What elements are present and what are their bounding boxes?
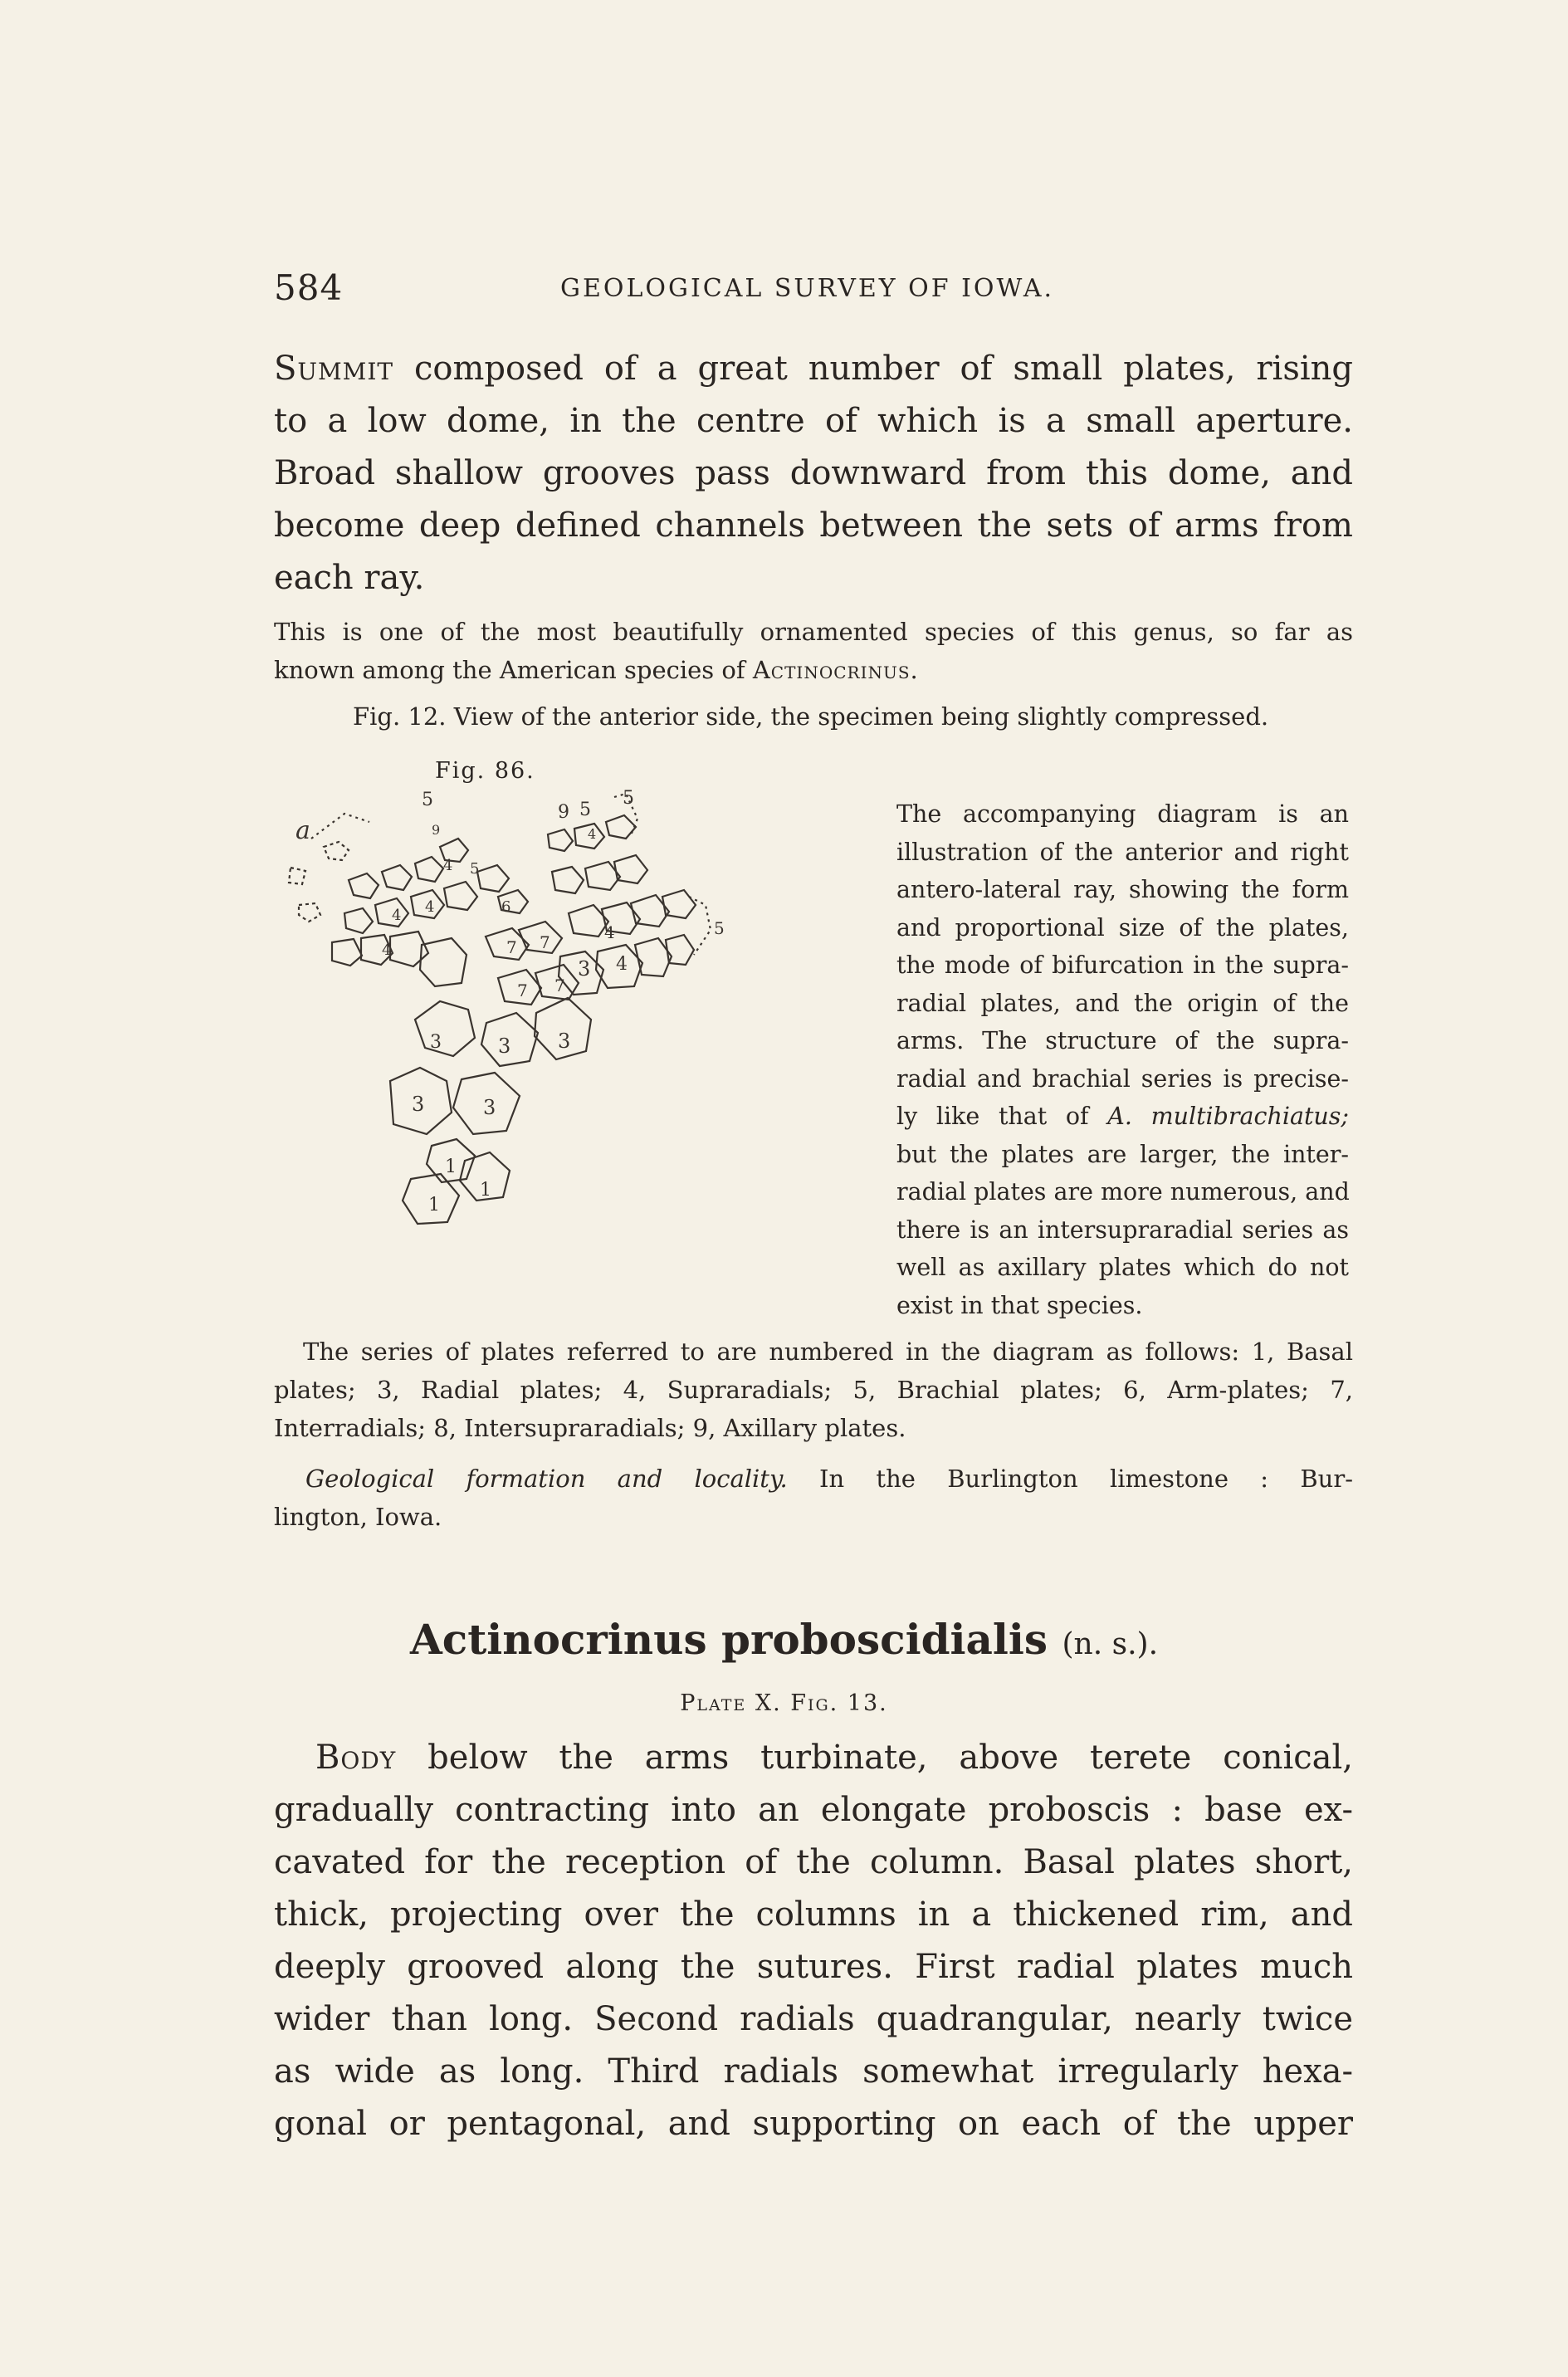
diagram-letter-a: a bbox=[296, 816, 310, 845]
running-head: GEOLOGICAL SURVEY OF IOWA. bbox=[560, 274, 1055, 303]
svg-text:3: 3 bbox=[483, 1096, 496, 1119]
diagram-description: The accompanying diagram is an illustration of the anterior and right antero-lateral ray, showing the form and proportional size of the plates, the mode of bifurcation in the supra- radial plates, and the origin of the arms. The structure of the supra- radial and brachial series is precise- ly like that of A. multibrachiatus; but the plates are larger, the inter- radial plates are more numerous, and there is an intersupraradial series as well as axillary plates which do not exist in that species. bbox=[896, 800, 1350, 1319]
svg-text:4: 4 bbox=[604, 922, 615, 942]
remark-paragraph bbox=[274, 613, 1353, 689]
svg-text:5: 5 bbox=[714, 918, 725, 938]
svg-text:7: 7 bbox=[517, 981, 528, 1000]
svg-text:3: 3 bbox=[498, 1034, 511, 1058]
fig12-caption: Fig. 12. View of the anterior side, the specimen being slightly compressed. bbox=[353, 702, 1269, 731]
summit-line-2: to a low dome, in the centre of which is a small aperture. bbox=[274, 402, 1353, 440]
summit-line-5: each ray. bbox=[274, 559, 425, 597]
locality-heading: Geological formation and locality. bbox=[305, 1465, 788, 1493]
summit-lead-word: Summit bbox=[274, 350, 394, 388]
svg-text:1: 1 bbox=[445, 1157, 457, 1177]
svg-text:5: 5 bbox=[579, 800, 591, 820]
svg-text:4: 4 bbox=[616, 954, 628, 975]
locality-paragraph: Geological formation and locality. In the Burlington limestone : Bur- lington, Iowa. bbox=[274, 1465, 1354, 1531]
svg-text:4: 4 bbox=[425, 898, 435, 916]
svg-text:5: 5 bbox=[623, 789, 634, 809]
svg-text:4: 4 bbox=[382, 942, 392, 959]
fig86-label: Fig. 86. bbox=[435, 758, 535, 784]
species-name: Actinocrinus proboscidialis bbox=[409, 1615, 1048, 1664]
svg-text:1: 1 bbox=[480, 1180, 491, 1201]
svg-text:3: 3 bbox=[578, 957, 591, 981]
summit-line-4: become deep defined channels between the sets of arms from bbox=[274, 506, 1353, 545]
svg-text:4: 4 bbox=[588, 826, 597, 842]
species-suffix: (n. s.). bbox=[1062, 1627, 1159, 1661]
remark-line-2: known among the American species of Actinocrinus. bbox=[274, 656, 919, 684]
series-paragraph: The series of plates referred to are numbered in the diagram as follows: 1, Basal plates; 3, Radial plates; 4, Supraradials; 5, Brachial plates; 6, Arm-plates; 7, Interradials; 8, Intersupraradials; 9, Axillary plates. bbox=[274, 1338, 1353, 1442]
page-header bbox=[274, 267, 1353, 317]
svg-text:5: 5 bbox=[470, 860, 480, 878]
svg-text:7: 7 bbox=[540, 932, 550, 952]
middle-ray-cluster bbox=[390, 890, 591, 1224]
left-ray-cluster bbox=[289, 814, 509, 986]
plate-reference: Plate X. Fig. 13. bbox=[680, 1690, 888, 1716]
svg-text:3: 3 bbox=[430, 1032, 442, 1053]
summit-paragraph bbox=[274, 343, 1353, 604]
svg-text:4: 4 bbox=[392, 907, 402, 924]
summit-line-1: Summit composed of a great number of small plates, rising bbox=[274, 350, 1353, 388]
svg-text:4: 4 bbox=[443, 857, 453, 874]
plate-diagram bbox=[266, 789, 896, 1303]
svg-text:7: 7 bbox=[506, 937, 517, 957]
plate-numerals bbox=[382, 789, 725, 1215]
genus-name: Actinocrinus. bbox=[752, 656, 919, 684]
summit-line-3: Broad shallow grooves pass downward from this dome, and bbox=[274, 454, 1353, 492]
svg-text:1: 1 bbox=[428, 1195, 440, 1215]
svg-text:3: 3 bbox=[558, 1030, 571, 1053]
right-ray-cluster bbox=[548, 794, 711, 995]
svg-text:6: 6 bbox=[501, 898, 511, 916]
species-reference: A. multibrachiatus; bbox=[1107, 1103, 1349, 1130]
svg-text:7: 7 bbox=[554, 976, 565, 995]
remark-line-1: This is one of the most beautifully ornamented species of this genus, so far as bbox=[274, 618, 1353, 646]
svg-text:5: 5 bbox=[422, 790, 433, 810]
svg-text:9: 9 bbox=[558, 802, 569, 823]
page-number: 584 bbox=[274, 267, 344, 308]
species-heading bbox=[0, 1615, 1568, 1664]
body-paragraph: Body below the arms turbinate, above terete conical, gradually contracting into an elongate proboscis : base ex- cavated for the reception of the column. Basal plates short, thick, projecting over the columns in a thickened rim, and deeply grooved along the sutures. First radial plates much wider than long. Second radials quadrangular, nearly twice as wide as long. Third radials somewhat irregularly hexa- gonal or pentagonal, and supporting on each of the upper bbox=[274, 1739, 1353, 2143]
svg-text:9: 9 bbox=[432, 822, 441, 838]
body-lead-word: Body bbox=[315, 1739, 397, 1777]
svg-text:3: 3 bbox=[412, 1093, 425, 1116]
